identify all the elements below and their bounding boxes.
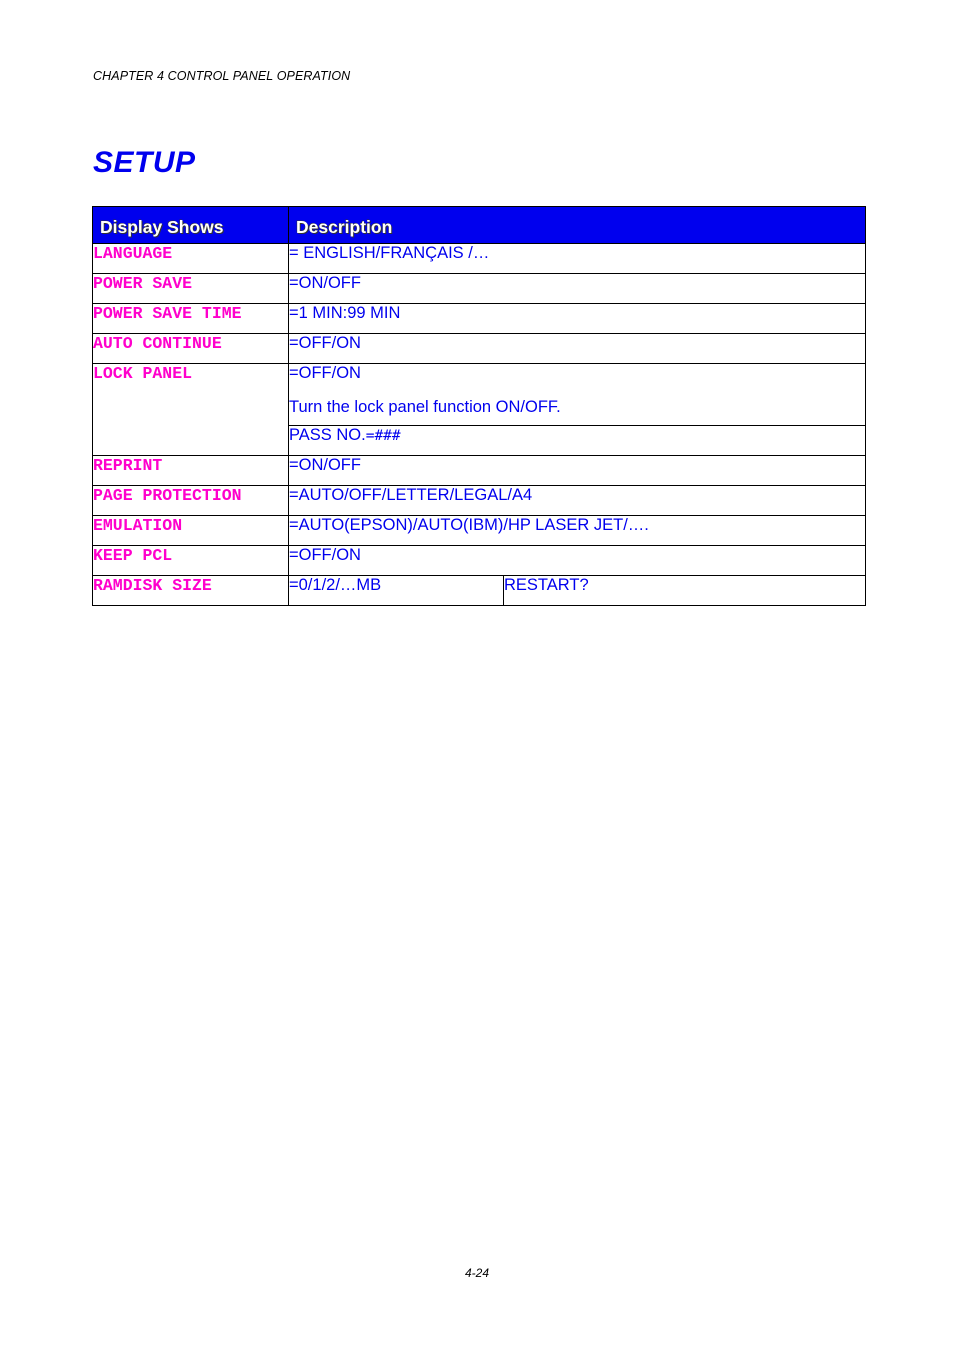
description-value: =OFF/ON — [289, 546, 866, 576]
table-row — [93, 274, 866, 304]
restart-prompt: RESTART? — [504, 576, 866, 606]
table-header-row — [93, 207, 866, 244]
table-row — [93, 516, 866, 546]
description-value: =1 MIN:99 MIN — [289, 304, 866, 334]
description-note: Turn the lock panel function ON/OFF. — [289, 398, 561, 416]
display-key: POWER SAVE TIME — [93, 304, 289, 334]
display-key: RAMDISK SIZE — [93, 576, 289, 606]
column-header-display-shows: Display Shows — [93, 207, 289, 244]
description-value: =OFF/ON — [289, 334, 866, 364]
display-key: EMULATION — [93, 516, 289, 546]
description-value-text: =OFF/ON — [289, 364, 361, 382]
display-key: REPRINT — [93, 456, 289, 486]
description-value: =AUTO(EPSON)/AUTO(IBM)/HP LASER JET/…. — [289, 516, 866, 546]
pass-number-label: PASS NO. — [289, 426, 366, 444]
display-key: LANGUAGE — [93, 244, 289, 274]
description-value: =0/1/2/…MB — [289, 576, 504, 606]
display-key: PAGE PROTECTION — [93, 486, 289, 516]
page-number: 4-24 — [465, 1266, 490, 1280]
table-row — [93, 486, 866, 516]
table-row — [93, 456, 866, 486]
table-row — [93, 304, 866, 334]
column-header-description: Description — [289, 207, 866, 244]
display-key: KEEP PCL — [93, 546, 289, 576]
table-row — [93, 576, 866, 606]
display-key: POWER SAVE — [93, 274, 289, 304]
table-row — [93, 546, 866, 576]
pass-number-value: =### — [365, 428, 401, 444]
page-title: SETUP — [93, 146, 196, 179]
chapter-header: CHAPTER 4 CONTROL PANEL OPERATION — [93, 69, 351, 83]
setup-table — [92, 206, 866, 606]
description-value: =ON/OFF — [289, 274, 866, 304]
description-value — [289, 364, 866, 426]
display-key: AUTO CONTINUE — [93, 334, 289, 364]
display-key: LOCK PANEL — [93, 364, 289, 456]
description-value: = ENGLISH/FRANÇAIS /… — [289, 244, 866, 274]
table-row — [93, 364, 866, 426]
description-value: =ON/OFF — [289, 456, 866, 486]
description-value — [289, 426, 866, 456]
description-value: =AUTO/OFF/LETTER/LEGAL/A4 — [289, 486, 866, 516]
table-row — [93, 244, 866, 274]
table-row — [93, 334, 866, 364]
